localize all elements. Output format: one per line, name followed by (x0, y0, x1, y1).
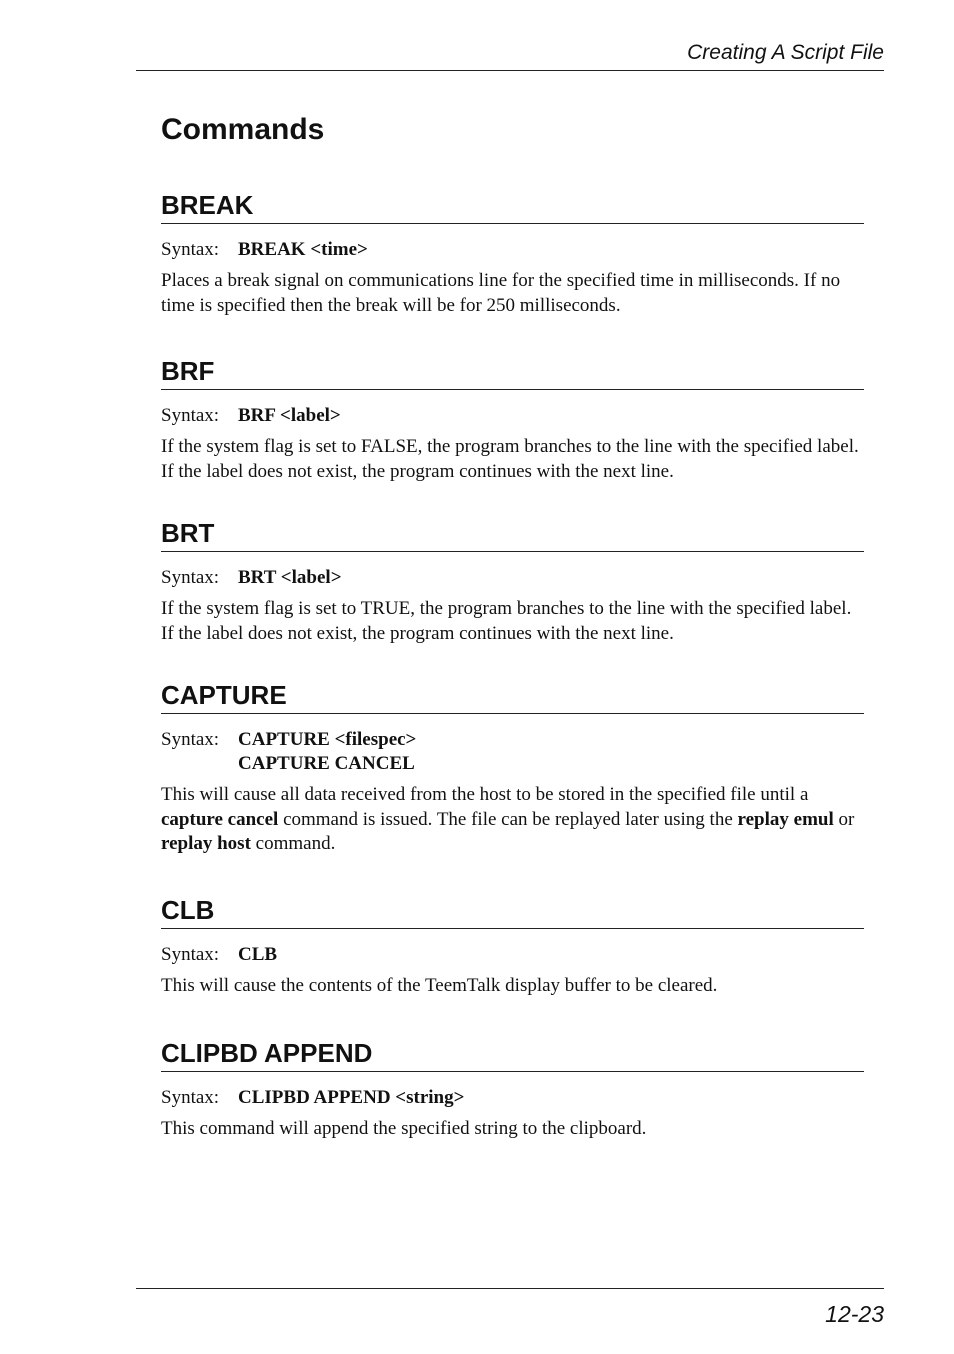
command-description (161, 269, 864, 318)
syntax-commands (238, 728, 416, 776)
command-section (161, 680, 864, 857)
command-heading: BREAK (161, 190, 864, 224)
command-section (161, 518, 864, 646)
description-text: This will cause all data received from the host to be stored in the specified file until a (161, 784, 809, 805)
syntax-block (161, 566, 864, 590)
footer-rule (136, 1288, 884, 1289)
syntax-line: BRT <label> (238, 567, 342, 588)
syntax-label: Syntax: (161, 729, 220, 750)
description-text: This will cause the contents of the TeemTalk display buffer to be cleared. (161, 974, 718, 996)
description-text: If the system flag is set to TRUE, the program branches to the line with the specified label. If the label does not exist, the program continues with the next line. (161, 598, 852, 644)
syntax-block (161, 238, 864, 262)
command-heading: BRT (161, 518, 864, 552)
description-text: command is issued. The file can be replayed later using the (278, 808, 738, 830)
syntax-label: Syntax: (161, 1087, 220, 1108)
syntax-line: CLIPBD APPEND <string> (238, 1087, 465, 1108)
syntax-label: Syntax: (161, 405, 220, 426)
syntax-line: BREAK <time> (238, 239, 368, 260)
command-section (161, 1038, 864, 1142)
description-keyword: replay emul (737, 808, 834, 830)
description-text: If the system flag is set to FALSE, the program branches to the line with the specified label. If the label does not exist, the program continues with the next line. (161, 436, 859, 482)
syntax-block (161, 728, 864, 776)
command-section (161, 895, 864, 999)
syntax-commands (238, 566, 342, 590)
command-heading: CLIPBD APPEND (161, 1038, 864, 1072)
syntax-line: BRF <label> (238, 405, 341, 426)
syntax-block (161, 1086, 864, 1110)
syntax-commands (238, 238, 368, 262)
description-keyword: replay host (161, 833, 251, 854)
syntax-line: CLB (238, 943, 278, 965)
running-header: Creating A Script File (687, 41, 884, 64)
syntax-commands (238, 943, 277, 967)
command-description (161, 597, 864, 646)
command-description (161, 435, 864, 484)
command-description (161, 783, 864, 857)
syntax-commands (238, 404, 341, 428)
syntax-label: Syntax: (161, 943, 220, 965)
command-sections (161, 190, 864, 1142)
page-number: 12-23 (825, 1301, 884, 1327)
description-keyword: capture cancel (161, 808, 279, 830)
description-text: This command will append the specified string to the clipboard. (161, 1118, 647, 1139)
command-section (161, 356, 864, 484)
description-text: command. (250, 833, 336, 854)
syntax-label: Syntax: (161, 239, 220, 260)
command-heading: CLB (161, 895, 864, 929)
syntax-commands (238, 1086, 464, 1110)
chapter-title: Commands (161, 113, 325, 146)
command-description (161, 1117, 864, 1142)
command-heading: BRF (161, 356, 864, 390)
page-content (161, 108, 864, 1142)
command-section (161, 190, 864, 318)
syntax-block (161, 943, 864, 967)
syntax-label: Syntax: (161, 567, 220, 588)
description-text: Places a break signal on communications line for the specified time in milliseconds. If no time is specified then the break will be for 250 milliseconds. (161, 270, 841, 316)
command-heading: CAPTURE (161, 680, 864, 714)
syntax-block (161, 404, 864, 428)
header-rule (136, 70, 884, 71)
command-description (161, 974, 864, 999)
syntax-line: CAPTURE <filespec> (238, 729, 417, 750)
syntax-line: CAPTURE CANCEL (238, 753, 415, 774)
description-text: or (833, 808, 855, 830)
